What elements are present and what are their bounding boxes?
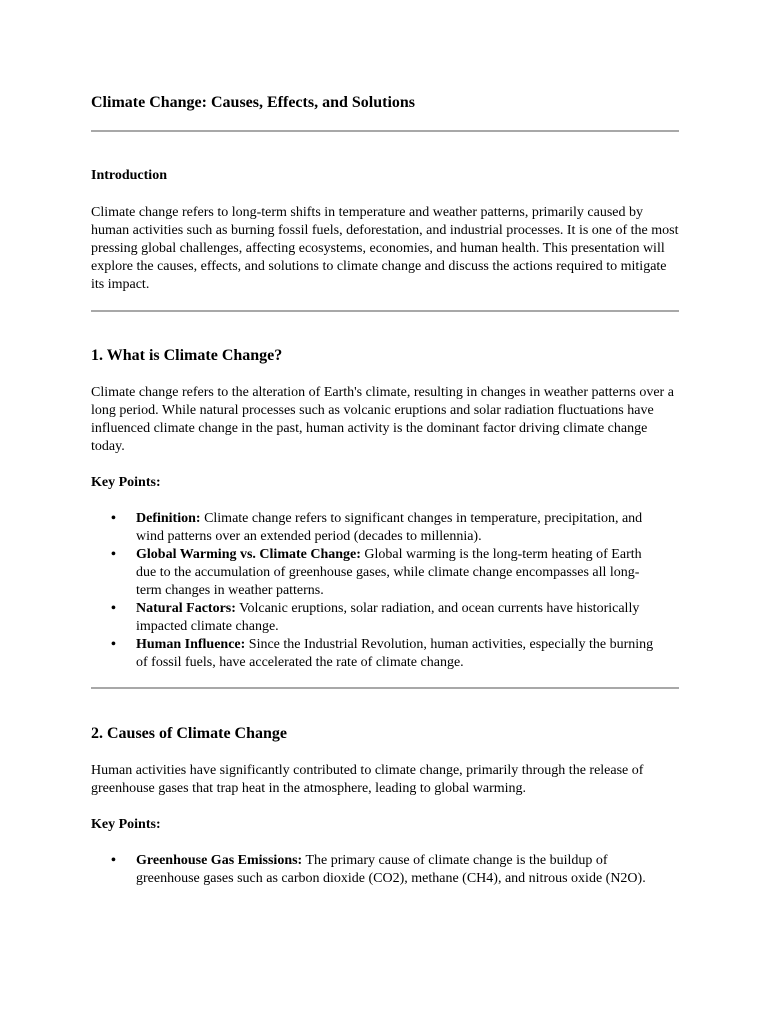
bullet-term: Human Influence: <box>136 637 246 652</box>
bullet-icon: • <box>111 601 116 616</box>
list-item <box>91 600 679 636</box>
introduction-paragraph: Climate change refers to long-term shifts in temperature and weather patterns, primarily caused by human activities such as burning fossil fuels, deforestation, and industrial processes. It is one of the most pressing global challenges, affecting ecosystems, economies, and human health. This presentation will explore the causes, effects, and solutions to climate change and discuss the actions required to mitigate its impact. <box>91 205 679 292</box>
bullet-text: Volcanic eruptions, solar radiation, and ocean currents have historically impacted climate change. <box>136 601 640 634</box>
section-1-heading: 1. What is Climate Change? <box>91 347 283 364</box>
section-2-paragraph: Human activities have significantly contributed to climate change, primarily through the release of greenhouse gases that trap heat in the atmosphere, leading to global warming. <box>91 763 644 796</box>
section-2-heading: 2. Causes of Climate Change <box>91 725 287 742</box>
horizontal-rule <box>91 687 679 689</box>
section-2-key-points-list <box>91 852 679 888</box>
list-item <box>91 636 679 672</box>
bullet-term: Global Warming vs. Climate Change: <box>136 547 361 562</box>
section-2-key-points-label: Key Points: <box>91 817 161 832</box>
document-title: Climate Change: Causes, Effects, and Solutions <box>91 94 416 111</box>
introduction-heading: Introduction <box>91 168 167 183</box>
bullet-icon: • <box>111 853 116 868</box>
list-item <box>91 510 679 546</box>
section-1-key-points-list <box>91 510 679 672</box>
bullet-text: Since the Industrial Revolution, human activities, especially the burning of fossil fuels, have accelerated the rate of climate change. <box>136 637 654 670</box>
bullet-text: Global warming is the long-term heating of Earth due to the accumulation of greenhouse gases, while climate change encompasses all long-term changes in weather patterns. <box>136 547 642 598</box>
bullet-icon: • <box>111 637 116 652</box>
bullet-term: Greenhouse Gas Emissions: <box>136 853 303 868</box>
section-1-key-points-label: Key Points: <box>91 475 161 490</box>
list-item <box>91 546 679 600</box>
horizontal-rule <box>91 310 679 312</box>
horizontal-rule <box>91 130 679 132</box>
bullet-term: Natural Factors: <box>136 601 236 616</box>
bullet-text: The primary cause of climate change is the buildup of greenhouse gases such as carbon dioxide (CO2), methane (CH4), and nitrous oxide (N2O). <box>136 853 646 886</box>
bullet-term: Definition: <box>136 511 201 526</box>
bullet-icon: • <box>111 547 116 562</box>
bullet-text: Climate change refers to significant changes in temperature, precipitation, and wind patterns over an extended period (decades to millennia). <box>136 511 643 544</box>
list-item <box>91 852 679 888</box>
bullet-icon: • <box>111 511 116 526</box>
section-1-paragraph: Climate change refers to the alteration of Earth's climate, resulting in changes in weather patterns over a long period. While natural processes such as volcanic eruptions and solar radiation fluctuations have influenced climate change in the past, human activity is the dominant factor driving climate change today. <box>91 385 674 454</box>
